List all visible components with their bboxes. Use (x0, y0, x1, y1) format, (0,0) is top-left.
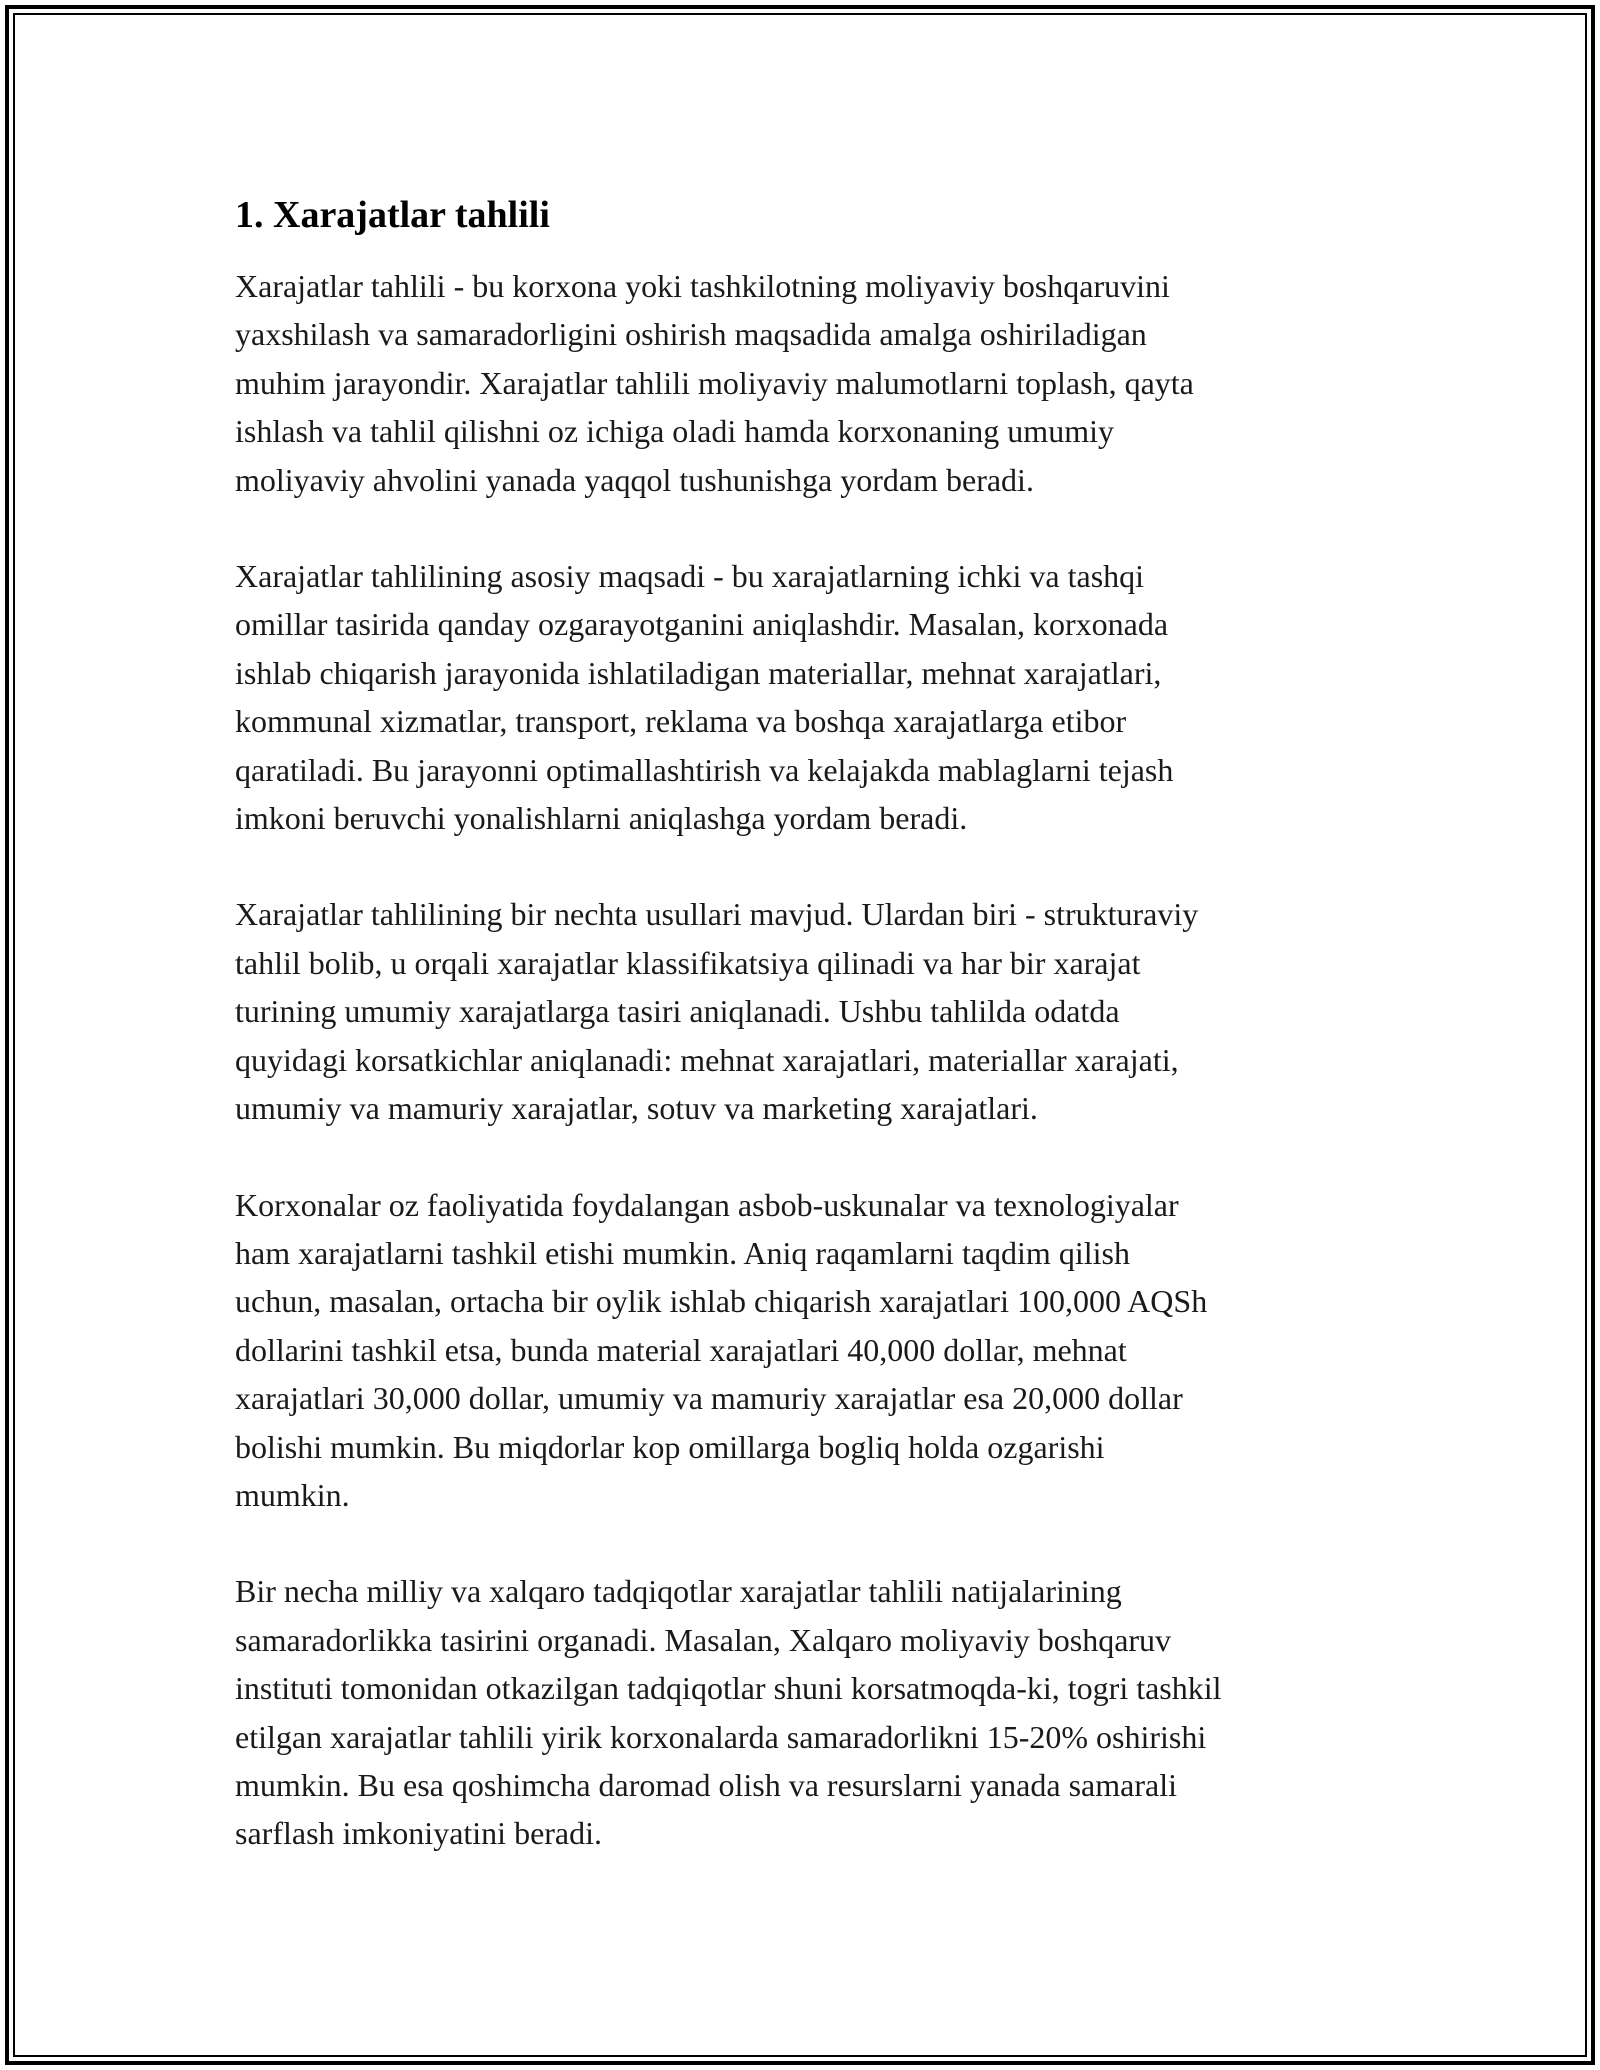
paragraph-2: Xarajatlar tahlilining asosiy maqsadi - bu xarajatlarning ichki va tashqi omillar tasirida qanday ozgarayotganini aniqlashdir. Masalan, korxonada ishlab chiqarish jarayonida ishlatiladigan materiallar, mehnat xarajatlari, kommunal xizmatlar, transport, reklama va boshqa xarajatlarga etibor qaratiladi. Bu jarayonni optimallashtirish va kelajakda mablaglarni tejash imkoni beruvchi yonalishlarni aniqlashga yordam beradi. (235, 558, 1174, 837)
paragraph-5: Bir necha milliy va xalqaro tadqiqotlar xarajatlar tahlili natijalarining samaradorlikka tasirini organadi. Masalan, Xalqaro moliyaviy boshqaruv instituti tomonidan otkazilgan tadqiqotlar shuni korsatmoqda-ki, togri tashkil etilgan xarajatlar tahlili yirik korxonalarda samaradorlikni 15-20% oshirishi mumkin. Bu esa qoshimcha daromad olish va resurslarni yanada samarali sarflash imkoniyatini beradi. (235, 1573, 1222, 1852)
paragraph-3: Xarajatlar tahlilining bir nechta usullari mavjud. Ulardan biri - strukturaviy tahlil bolib, u orqali xarajatlar klassifikatsiya qilinadi va har bir xarajat turining umumiy xarajatlarga tasiri aniqlanadi. Ushbu tahlilda odatda quyidagi korsatkichlar aniqlanadi: mehnat xarajatlari, materiallar xarajati, umumiy va mamuriy xarajatlar, sotuv va marketing xarajatlari. (235, 896, 1199, 1127)
section-heading: 1. Xarajatlar tahlili (235, 194, 550, 236)
document-body (235, 190, 1375, 1858)
paragraph-1: Xarajatlar tahlili - bu korxona yoki tashkilotning moliyaviy boshqaruvini yaxshilash va samaradorligini oshirish maqsadida amalga oshiriladigan muhim jarayondir. Xarajatlar tahlili moliyaviy malumotlarni toplash, qayta ishlash va tahlil qilishni oz ichiga oladi hamda korxonaning umumiy moliyaviy ahvolini yanada yaqqol tushunishga yordam beradi. (235, 268, 1194, 498)
paragraph-4: Korxonalar oz faoliyatida foydalangan asbob-uskunalar va texnologiyalar ham xarajatlarni tashkil etishi mumkin. Aniq raqamlarni taqdim qilish uchun, masalan, ortacha bir oylik ishlab chiqarish xarajatlari 100,000 AQSh dollarini tashkil etsa, bunda material xarajatlari 40,000 dollar, mehnat xarajatlari 30,000 dollar, umumiy va mamuriy xarajatlar esa 20,000 dollar bolishi mumkin. Bu miqdorlar kop omillarga bogliq holda ozgarishi mumkin. (235, 1186, 1208, 1513)
